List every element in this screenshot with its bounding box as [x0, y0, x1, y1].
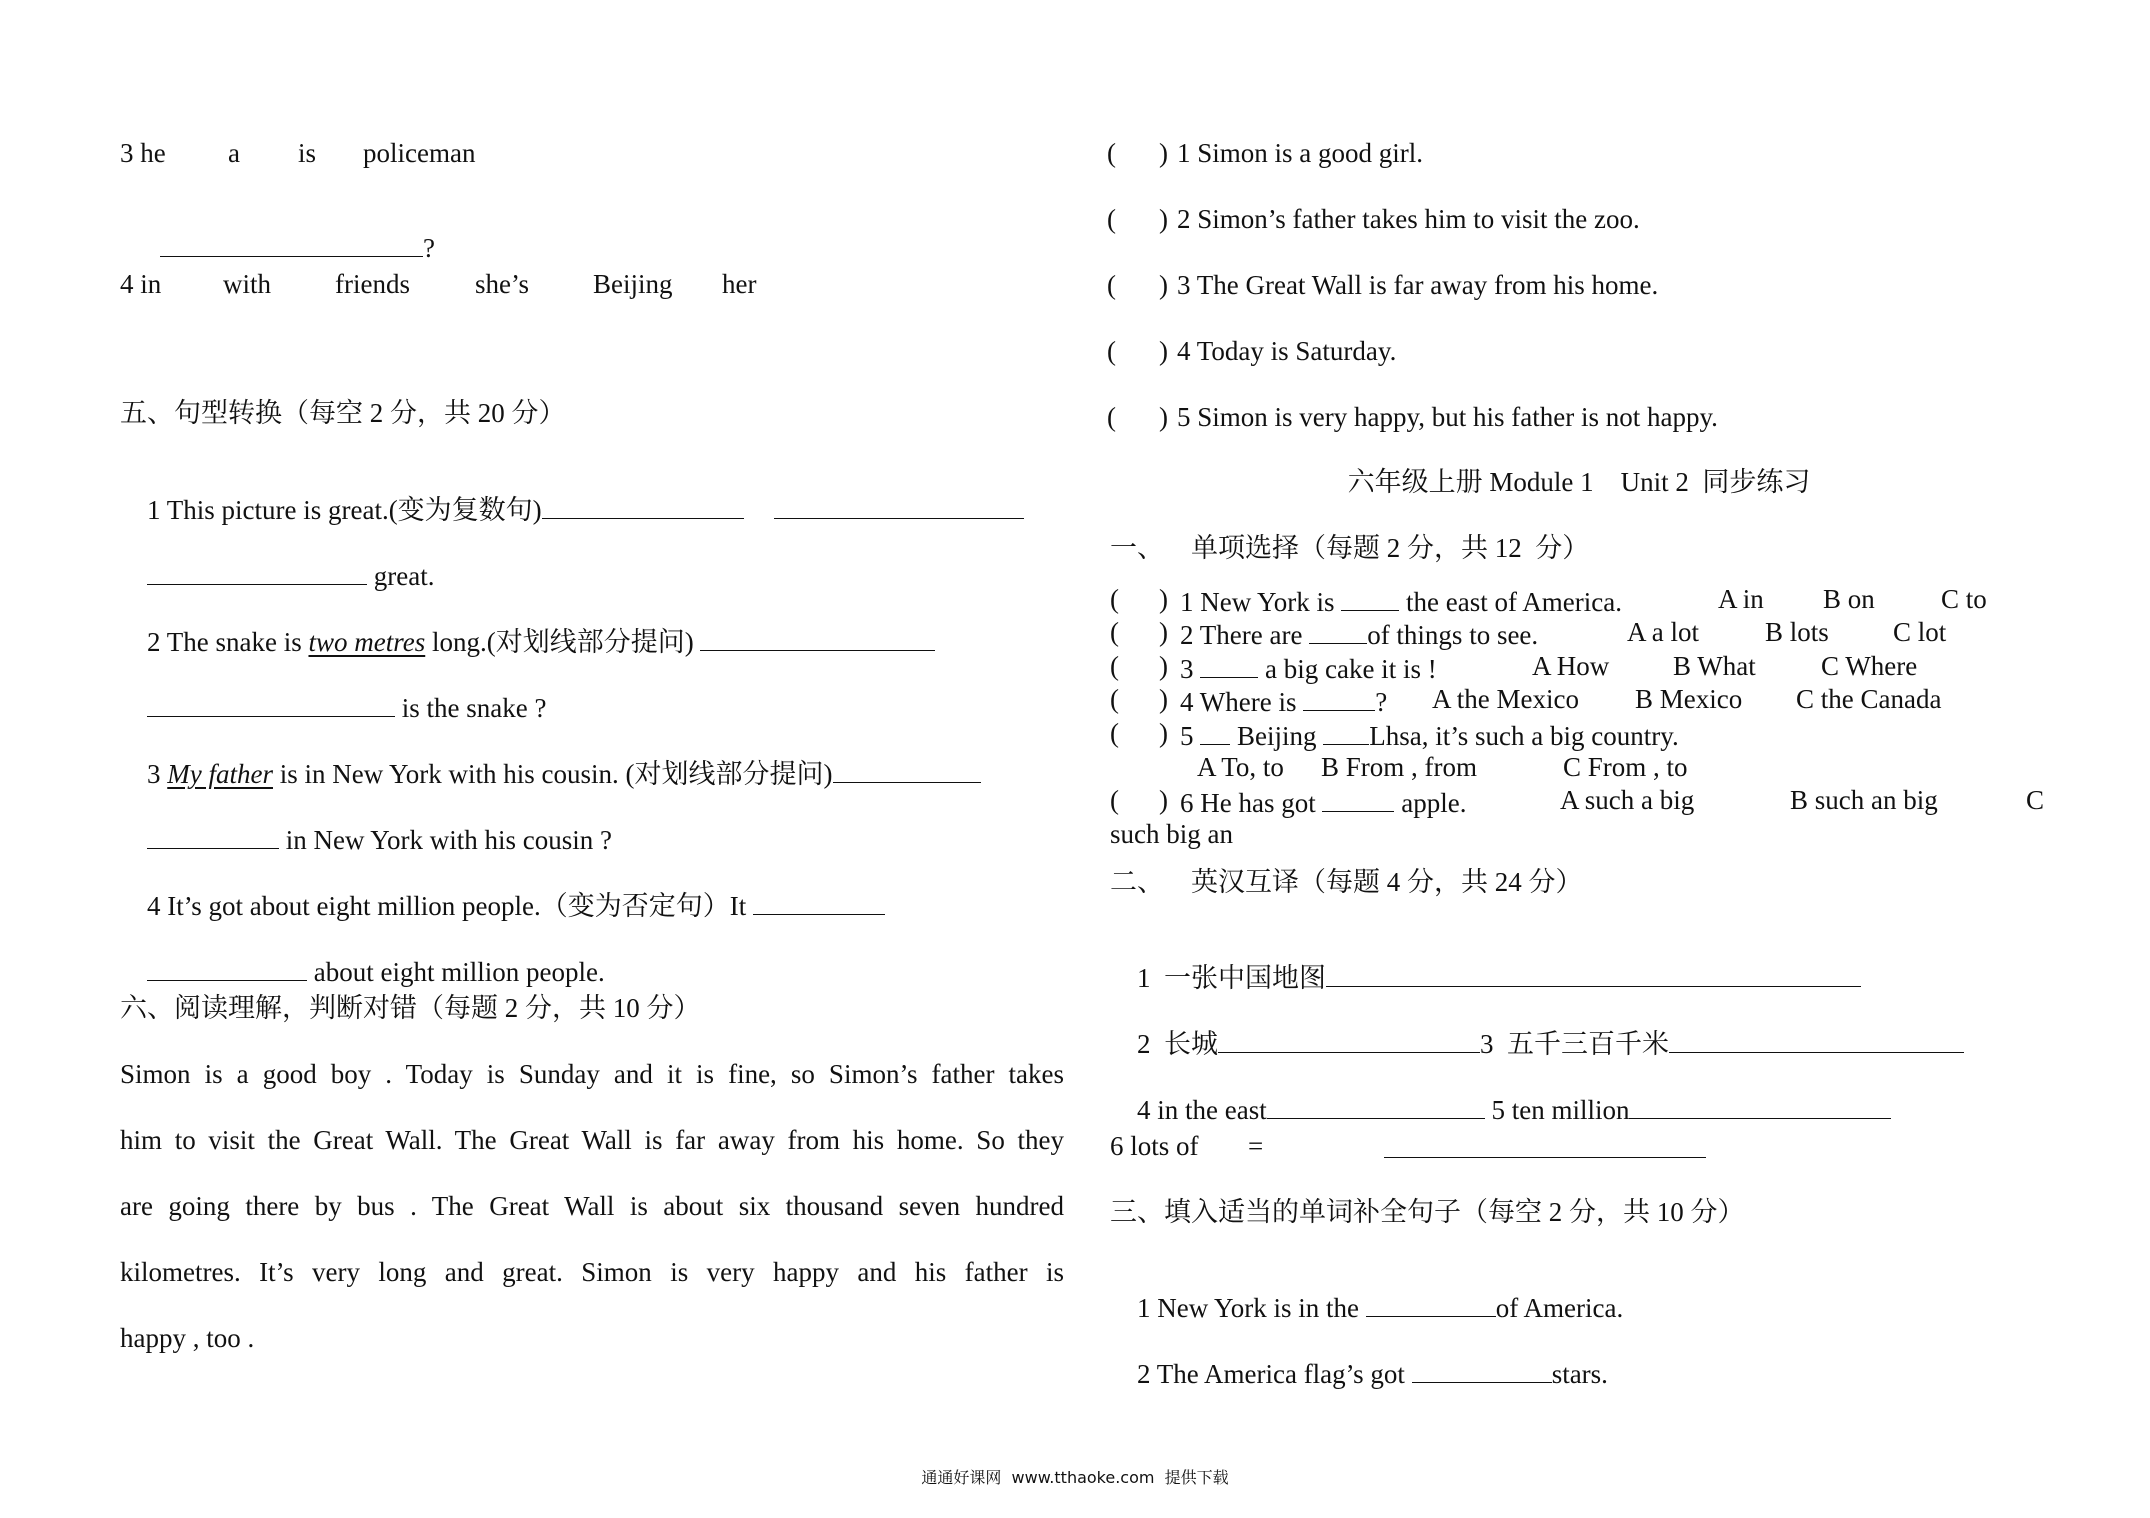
- option-c-label: C: [2026, 785, 2045, 815]
- equals-sign: =: [1248, 1131, 1264, 1161]
- passage-line: him to visit the Great Wall. The Great Wall is far away from his home. So they: [120, 1125, 1064, 1155]
- answer-blank[interactable]: [1200, 720, 1230, 745]
- question-text: about eight million people.: [313, 957, 605, 987]
- word: her: [722, 269, 757, 299]
- question-text: 1 This picture is great.(变为复数句): [147, 495, 542, 525]
- answer-paren-close: ): [1159, 584, 1168, 614]
- answer-paren-close: ): [1159, 204, 1168, 234]
- answer-paren-open[interactable]: (: [1107, 138, 1116, 168]
- answer-paren-open[interactable]: (: [1110, 684, 1119, 714]
- question-text: 2 The America flag’s got: [1137, 1359, 1412, 1389]
- word: 4 in: [120, 269, 162, 299]
- item-text: 1 一张中国地图: [1137, 963, 1326, 993]
- answer-blank[interactable]: [1309, 619, 1367, 644]
- option-c: C lot: [1893, 617, 1947, 647]
- stem-text: 2 There are: [1180, 620, 1303, 650]
- answer-paren-open[interactable]: (: [1107, 204, 1116, 234]
- section-title: 六、阅读理解，判断对错（每题 2 分，共 10 分）: [120, 993, 701, 1023]
- item-text: 6 lots of: [1110, 1131, 1199, 1161]
- tf-item: 3 The Great Wall is far away from his home.: [1177, 270, 1659, 300]
- answer-paren-open[interactable]: (: [1110, 718, 1119, 748]
- mc-stem: [1180, 686, 1387, 716]
- question-text: great.: [373, 561, 435, 591]
- option-c: C From , to: [1563, 752, 1688, 782]
- option-c: C to: [1941, 584, 1987, 614]
- mc-stem: [1180, 720, 1679, 750]
- stem-text: a big cake it is !: [1265, 654, 1437, 684]
- underlined-phrase: My father: [167, 759, 273, 789]
- tf-item: 1 Simon is a good girl.: [1177, 138, 1424, 168]
- question-text: in New York with his cousin ?: [285, 825, 613, 855]
- stem-text: apple.: [1401, 788, 1467, 818]
- stem-text: of things to see.: [1367, 620, 1539, 650]
- passage-line: are going there by bus . The Great Wall is about six thousand seven hundred: [120, 1191, 1064, 1221]
- answer-paren-close: ): [1159, 785, 1168, 815]
- mc-stem: [1180, 653, 1437, 683]
- answer-blank[interactable]: [147, 824, 279, 849]
- word: is: [298, 138, 317, 168]
- item-text: 5 ten million: [1491, 1095, 1630, 1125]
- answer-paren-close: ): [1159, 138, 1168, 168]
- answer-blank[interactable]: [1303, 686, 1375, 711]
- answer-blank[interactable]: [147, 560, 367, 585]
- option-b: B lots: [1765, 617, 1829, 647]
- stem-text: 3: [1180, 654, 1194, 684]
- section-title: 五、句型转换（每空 2 分，共 20 分）: [120, 398, 566, 428]
- tf-item: 4 Today is Saturday.: [1177, 336, 1397, 366]
- word: she’s: [475, 269, 529, 299]
- answer-blank[interactable]: [1366, 1292, 1496, 1317]
- question-text: stars.: [1551, 1359, 1608, 1389]
- option-a: A such a big: [1560, 785, 1695, 815]
- stem-text: the east of America.: [1406, 587, 1622, 617]
- word: Beijing: [593, 269, 673, 299]
- answer-paren-close: ): [1159, 336, 1168, 366]
- answer-paren-close: ): [1159, 617, 1168, 647]
- answer-blank[interactable]: [1384, 1133, 1706, 1158]
- answer-paren-close: ): [1159, 651, 1168, 681]
- option-a: A a lot: [1627, 617, 1699, 647]
- option-a: A To, to: [1197, 752, 1284, 782]
- question-mark: ?: [423, 233, 435, 263]
- passage-line: kilometres. It’s very long and great. Simon is very happy and his father is: [120, 1257, 1064, 1287]
- mc-stem: [1180, 619, 1538, 649]
- answer-paren-open[interactable]: (: [1110, 651, 1119, 681]
- stem-text: Lhsa, it’s such a big country.: [1369, 721, 1679, 751]
- answer-paren-open[interactable]: (: [1107, 402, 1116, 432]
- question-text: 2 The snake is: [147, 627, 309, 657]
- item-text: 3 五千三百千米: [1480, 1029, 1669, 1059]
- answer-blank[interactable]: [753, 890, 885, 915]
- option-c-text: such big an: [1110, 819, 1233, 849]
- stem-text: Beijing: [1237, 721, 1317, 751]
- answer-blank[interactable]: [1267, 1094, 1485, 1119]
- section-title: 二、 英汉互译（每题 4 分，共 24 分）: [1110, 867, 1583, 897]
- answer-paren-open[interactable]: (: [1110, 785, 1119, 815]
- item-text: 4 in the east: [1137, 1095, 1267, 1125]
- answer-blank[interactable]: [1200, 653, 1258, 678]
- answer-blank[interactable]: [542, 494, 744, 519]
- option-b: B Mexico: [1635, 684, 1743, 714]
- item-text: 2 长城: [1137, 1029, 1218, 1059]
- question: [1110, 1331, 1608, 1415]
- word: policeman: [363, 138, 476, 168]
- passage-line: Simon is a good boy . Today is Sunday and it is fine, so Simon’s father takes: [120, 1059, 1064, 1089]
- question-text: of America.: [1495, 1293, 1624, 1323]
- answer-blank[interactable]: [1326, 962, 1861, 987]
- answer-paren-open[interactable]: (: [1107, 270, 1116, 300]
- option-a: A the Mexico: [1432, 684, 1579, 714]
- stem-text: ?: [1375, 687, 1388, 717]
- question-text: is the snake ?: [401, 693, 547, 723]
- option-b: B such an big: [1790, 785, 1938, 815]
- answer-blank[interactable]: [1218, 1028, 1480, 1053]
- answer-blank[interactable]: [1323, 720, 1369, 745]
- section-title: 一、 单项选择（每题 2 分，共 12 分）: [1110, 533, 1590, 563]
- answer-blank[interactable]: [1412, 1358, 1552, 1383]
- question-text: 4 It’s got about eight million people.（变为否定句）It: [147, 891, 753, 921]
- passage-line: happy , too .: [120, 1323, 255, 1353]
- word: a: [228, 138, 240, 168]
- word: friends: [335, 269, 410, 299]
- option-b: B From , from: [1321, 752, 1478, 782]
- word: with: [223, 269, 272, 299]
- option-a: A How: [1532, 651, 1610, 681]
- stem-text: 4 Where is: [1180, 687, 1297, 717]
- answer-blank[interactable]: [147, 692, 395, 717]
- page-heading: 六年级上册 Module 1 Unit 2 同步练习: [1347, 467, 1811, 497]
- answer-blank[interactable]: [1322, 787, 1394, 812]
- answer-blank[interactable]: [1629, 1094, 1891, 1119]
- answer-paren-close: ): [1159, 402, 1168, 432]
- option-b: B What: [1673, 651, 1756, 681]
- stem-text: 5: [1180, 721, 1194, 751]
- answer-paren-open[interactable]: (: [1110, 617, 1119, 647]
- answer-blank[interactable]: [160, 232, 423, 257]
- answer-blank[interactable]: [700, 626, 935, 651]
- answer-blank[interactable]: [774, 494, 1024, 519]
- stem-text: 1 New York is: [1180, 587, 1335, 617]
- question-text: 1 New York is in the: [1137, 1293, 1366, 1323]
- answer-line: [1384, 1133, 1706, 1163]
- question-text: 3: [147, 759, 168, 789]
- underlined-phrase: two metres: [308, 627, 426, 657]
- tf-item: 2 Simon’s father takes him to visit the zoo.: [1177, 204, 1640, 234]
- word: 3 he: [120, 138, 166, 168]
- answer-paren-open[interactable]: (: [1110, 584, 1119, 614]
- question-text: long.(对划线部分提问): [425, 627, 701, 657]
- answer-blank[interactable]: [1669, 1028, 1964, 1053]
- question-text: is in New York with his cousin. (对划线部分提问): [272, 759, 833, 789]
- section-title: 三、填入适当的单词补全句子（每空 2 分，共 10 分）: [1110, 1197, 1745, 1227]
- mc-stem: [1180, 586, 1622, 616]
- mc-stem: [1180, 787, 1466, 817]
- option-b: B on: [1823, 584, 1875, 614]
- answer-blank[interactable]: [147, 956, 307, 981]
- stem-text: 6 He has got: [1180, 788, 1316, 818]
- option-a: A in: [1718, 584, 1764, 614]
- answer-paren-close: ): [1159, 684, 1168, 714]
- answer-paren-close: ): [1159, 718, 1168, 748]
- answer-blank[interactable]: [833, 758, 981, 783]
- option-c: C Where: [1821, 651, 1918, 681]
- answer-paren-close: ): [1159, 270, 1168, 300]
- tf-item: 5 Simon is very happy, but his father is not happy.: [1177, 402, 1718, 432]
- footer-credit: 通通好课网 www.tthaoke.com 提供下载: [921, 1468, 1229, 1487]
- answer-blank[interactable]: [1341, 586, 1399, 611]
- option-c: C the Canada: [1796, 684, 1942, 714]
- answer-paren-open[interactable]: (: [1107, 336, 1116, 366]
